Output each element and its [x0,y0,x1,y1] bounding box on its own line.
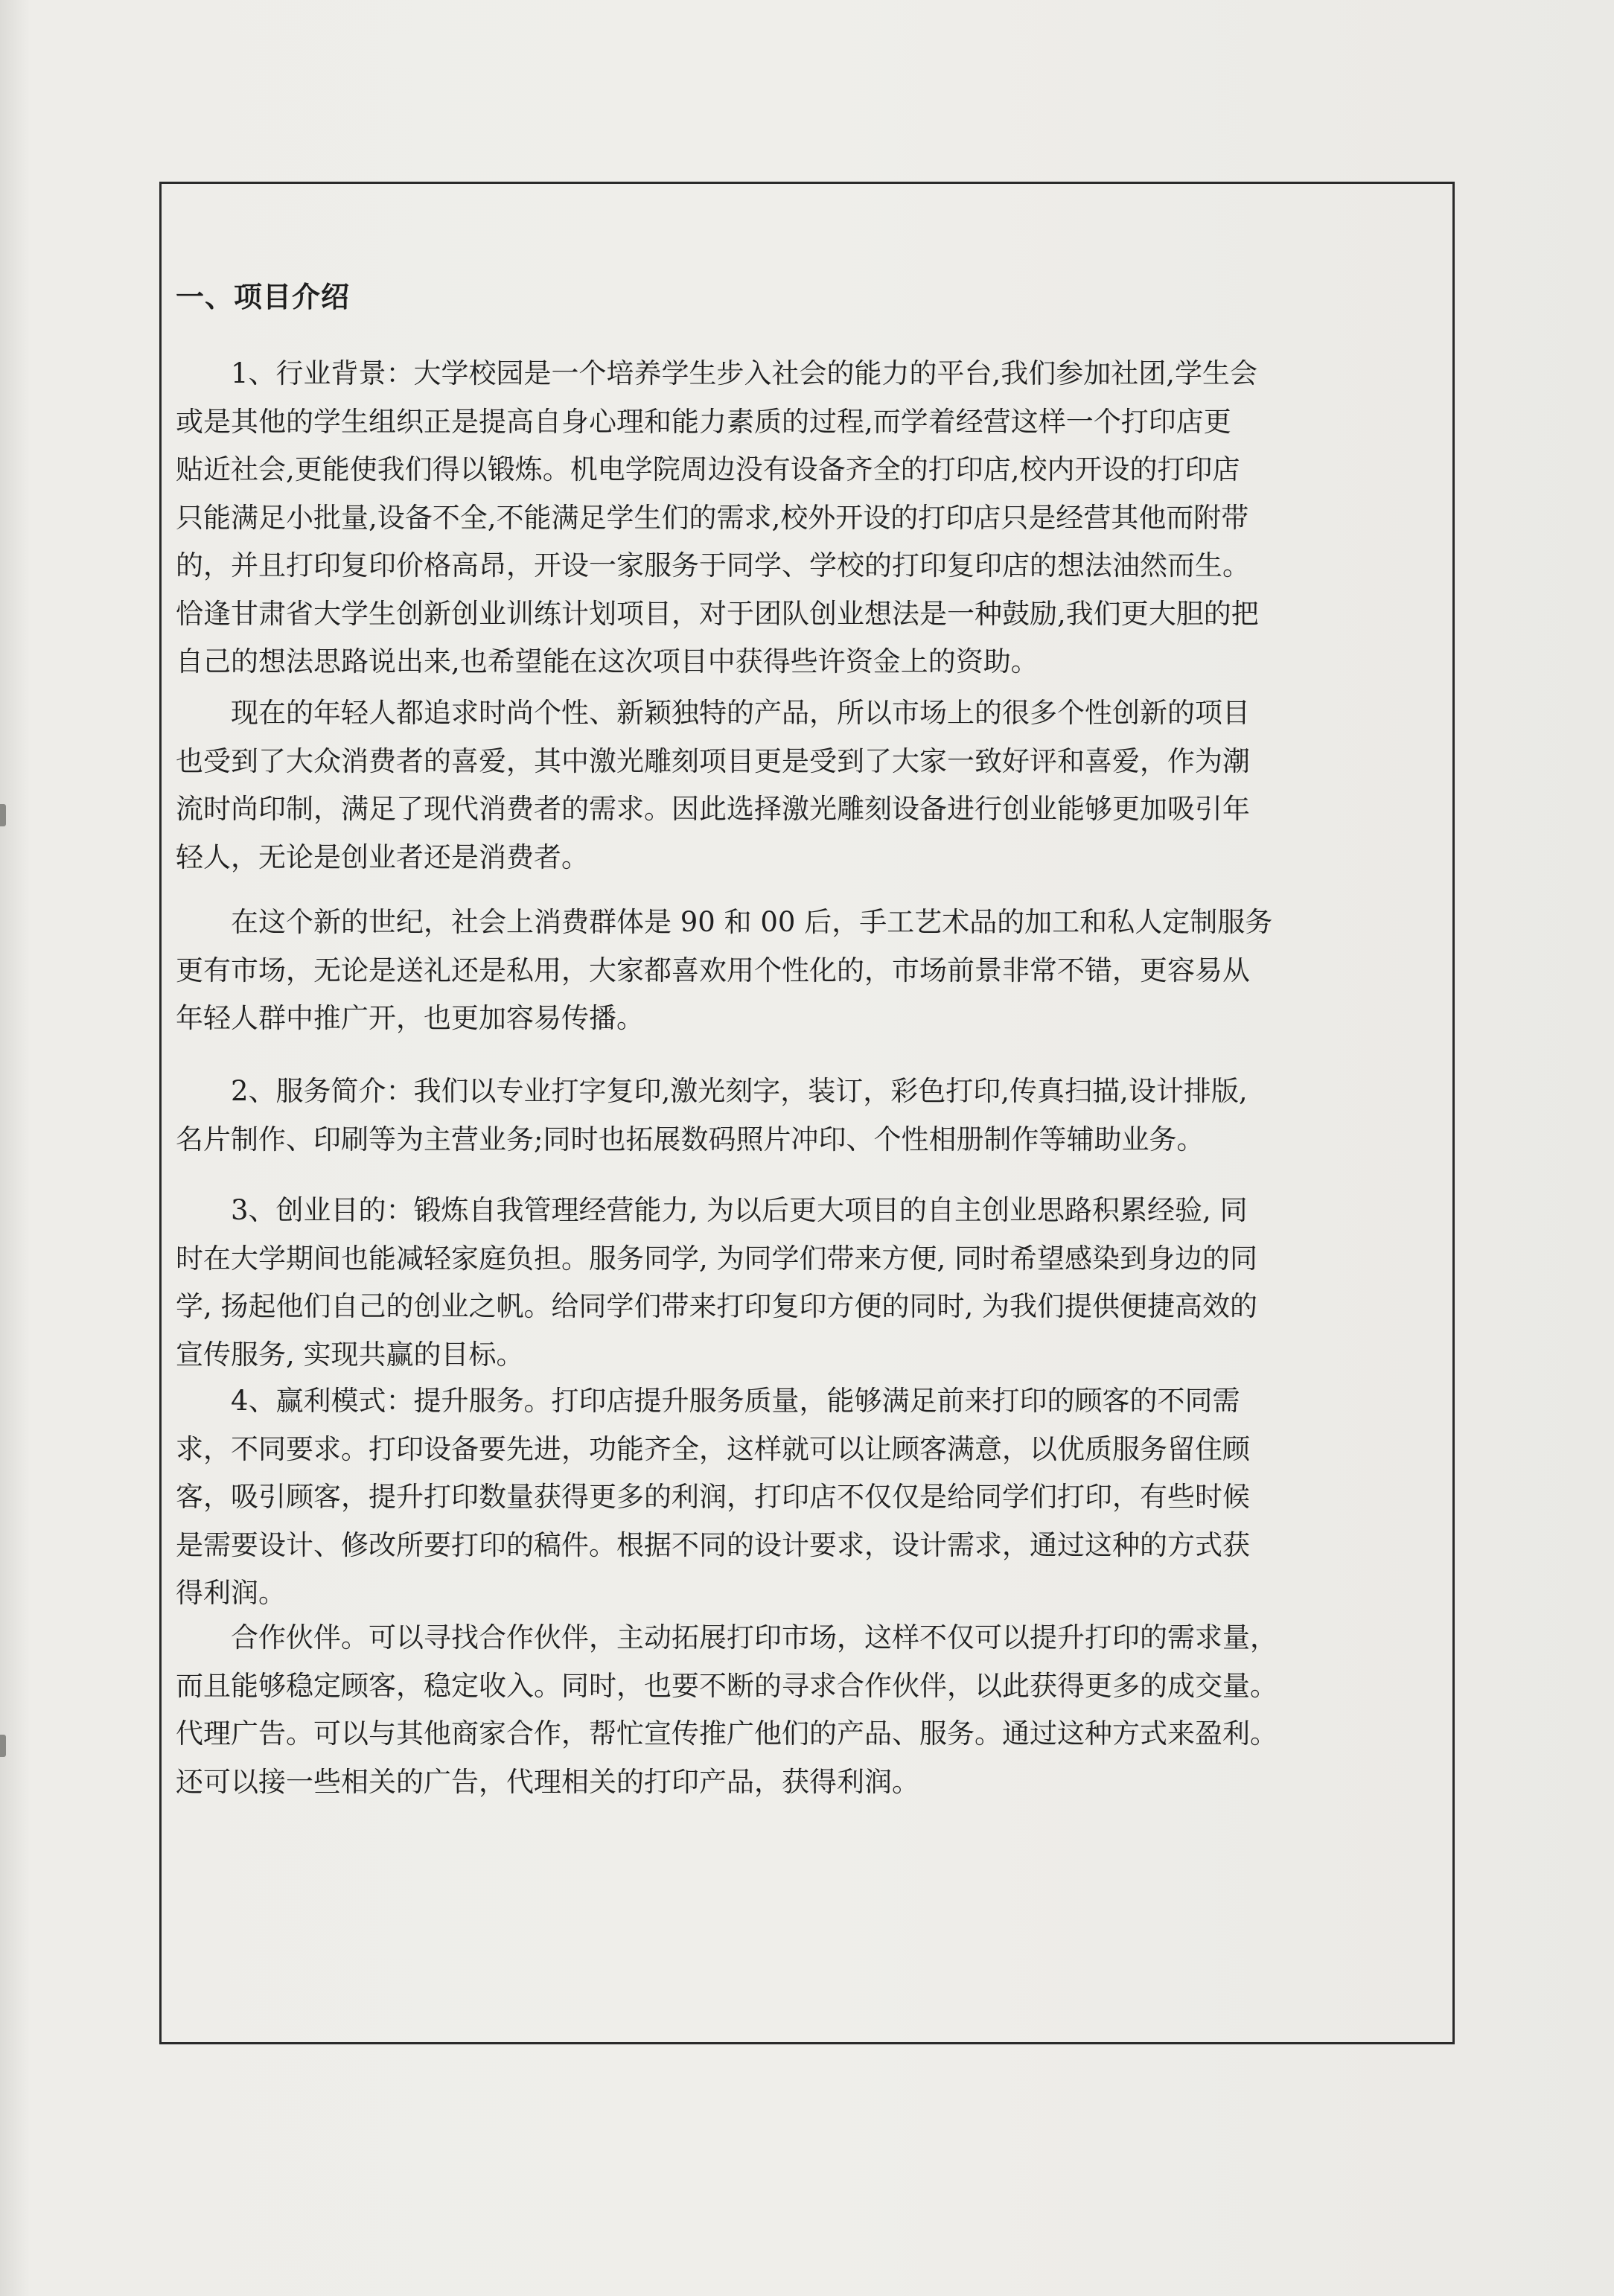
text-line: 1、行业背景：大学校园是一个培养学生步入社会的能力的平台,我们参加社团,学生会 [176,357,1258,389]
text-line: 轻人，无论是创业者还是消费者。 [176,841,589,873]
paragraph-startup-purpose [176,1187,1441,1379]
text-line: 也受到了大众消费者的喜爱，其中激光雕刻项目更是受到了大家一致好评和喜爱，作为潮 [176,744,1250,777]
binding-staple-bottom [0,1735,6,1757]
text-line: 或是其他的学生组织正是提高自身心理和能力素质的过程,而学着经营这样一个打印店更 [176,405,1231,438]
paragraph-partners [176,1614,1441,1806]
text-line: 2、服务简介：我们以专业打字复印,激光刻字，装订，彩色打印,传真扫描,设计排版, [176,1075,1248,1107]
paragraph-new-century-market [176,899,1441,1043]
text-line: 贴近社会,更能使我们得以锻炼。机电学院周边没有设备齐全的打印店,校内开设的打印店 [176,453,1240,485]
text-line: 只能满足小批量,设备不全,不能满足学生们的需求,校外开设的打印店只是经营其他而附带 [176,501,1249,534]
text-line: 还可以接一些相关的广告，代理相关的打印产品，获得利润。 [176,1765,919,1798]
paragraph-service-intro [176,1068,1441,1164]
section-heading: 一、项目介绍 [176,280,351,313]
text-line: 而且能够稳定顾客，稳定收入。同时，也要不断的寻求合作伙伴，以此获得更多的成交量。 [176,1669,1278,1702]
text-line: 更有市场，无论是送礼还是私用，大家都喜欢用个性化的，市场前景非常不错，更容易从 [176,954,1250,986]
text-line: 学, 扬起他们自己的创业之帆。给同学们带来打印复印方便的同时, 为我们提供便捷高效的 [176,1290,1258,1322]
paragraph-young-people-trend [176,689,1441,881]
text-line: 的，并且打印复印价格高昂，开设一家服务于同学、学校的打印复印店的想法油然而生。 [176,549,1250,581]
text-line: 得利润。 [176,1577,286,1609]
text-line: 在这个新的世纪，社会上消费群体是 90 和 00 后，手工艺术品的加工和私人定制服务 [176,906,1273,938]
text-line: 名片制作、印刷等为主营业务;同时也拓展数码照片冲印、个性相册制作等辅助业务。 [176,1123,1205,1155]
text-line: 自己的想法思路说出来,也希望能在这次项目中获得些许资金上的资助。 [176,645,1039,677]
paragraph-profit-model [176,1377,1441,1618]
text-line: 4、赢利模式：提升服务。打印店提升服务质量，能够满足前来打印的顾客的不同需 [176,1385,1240,1417]
text-line: 年轻人群中推广开，也更加容易传播。 [176,1002,644,1034]
paragraph-industry-background [176,350,1441,686]
text-line: 3、创业目的：锻炼自我管理经营能力, 为以后更大项目的自主创业思路积累经验, 同 [176,1194,1248,1226]
text-line: 求，不同要求。打印设备要先进，功能齐全，这样就可以让顾客满意，以优质服务留住顾 [176,1432,1250,1465]
text-line: 恰逢甘肃省大学生创新创业训练计划项目，对于团队创业想法是一种鼓励,我们更大胆的把 [176,597,1259,630]
text-line: 流时尚印制，满足了现代消费者的需求。因此选择激光雕刻设备进行创业能够更加吸引年 [176,793,1250,825]
text-line: 现在的年轻人都追求时尚个性、新颖独特的产品，所以市场上的很多个性创新的项目 [176,697,1250,729]
binding-staple-top [0,804,6,826]
text-line: 是需要设计、修改所要打印的稿件。根据不同的设计要求，设计需求，通过这种的方式获 [176,1528,1250,1561]
text-line: 代理广告。可以与其他商家合作，帮忙宣传推广他们的产品、服务。通过这种方式来盈利。 [176,1718,1278,1750]
text-line: 宣传服务, 实现共赢的目标。 [176,1338,524,1371]
text-line: 时在大学期间也能减轻家庭负担。服务同学, 为同学们带来方便, 同时希望感染到身边的同 [176,1242,1258,1275]
text-line: 合作伙伴。可以寻找合作伙伴，主动拓展打印市场，这样不仅可以提升打印的需求量， [176,1621,1278,1654]
text-line: 客，吸引顾客，提升打印数量获得更多的利润，打印店不仅仅是给同学们打印，有些时候 [176,1481,1250,1513]
